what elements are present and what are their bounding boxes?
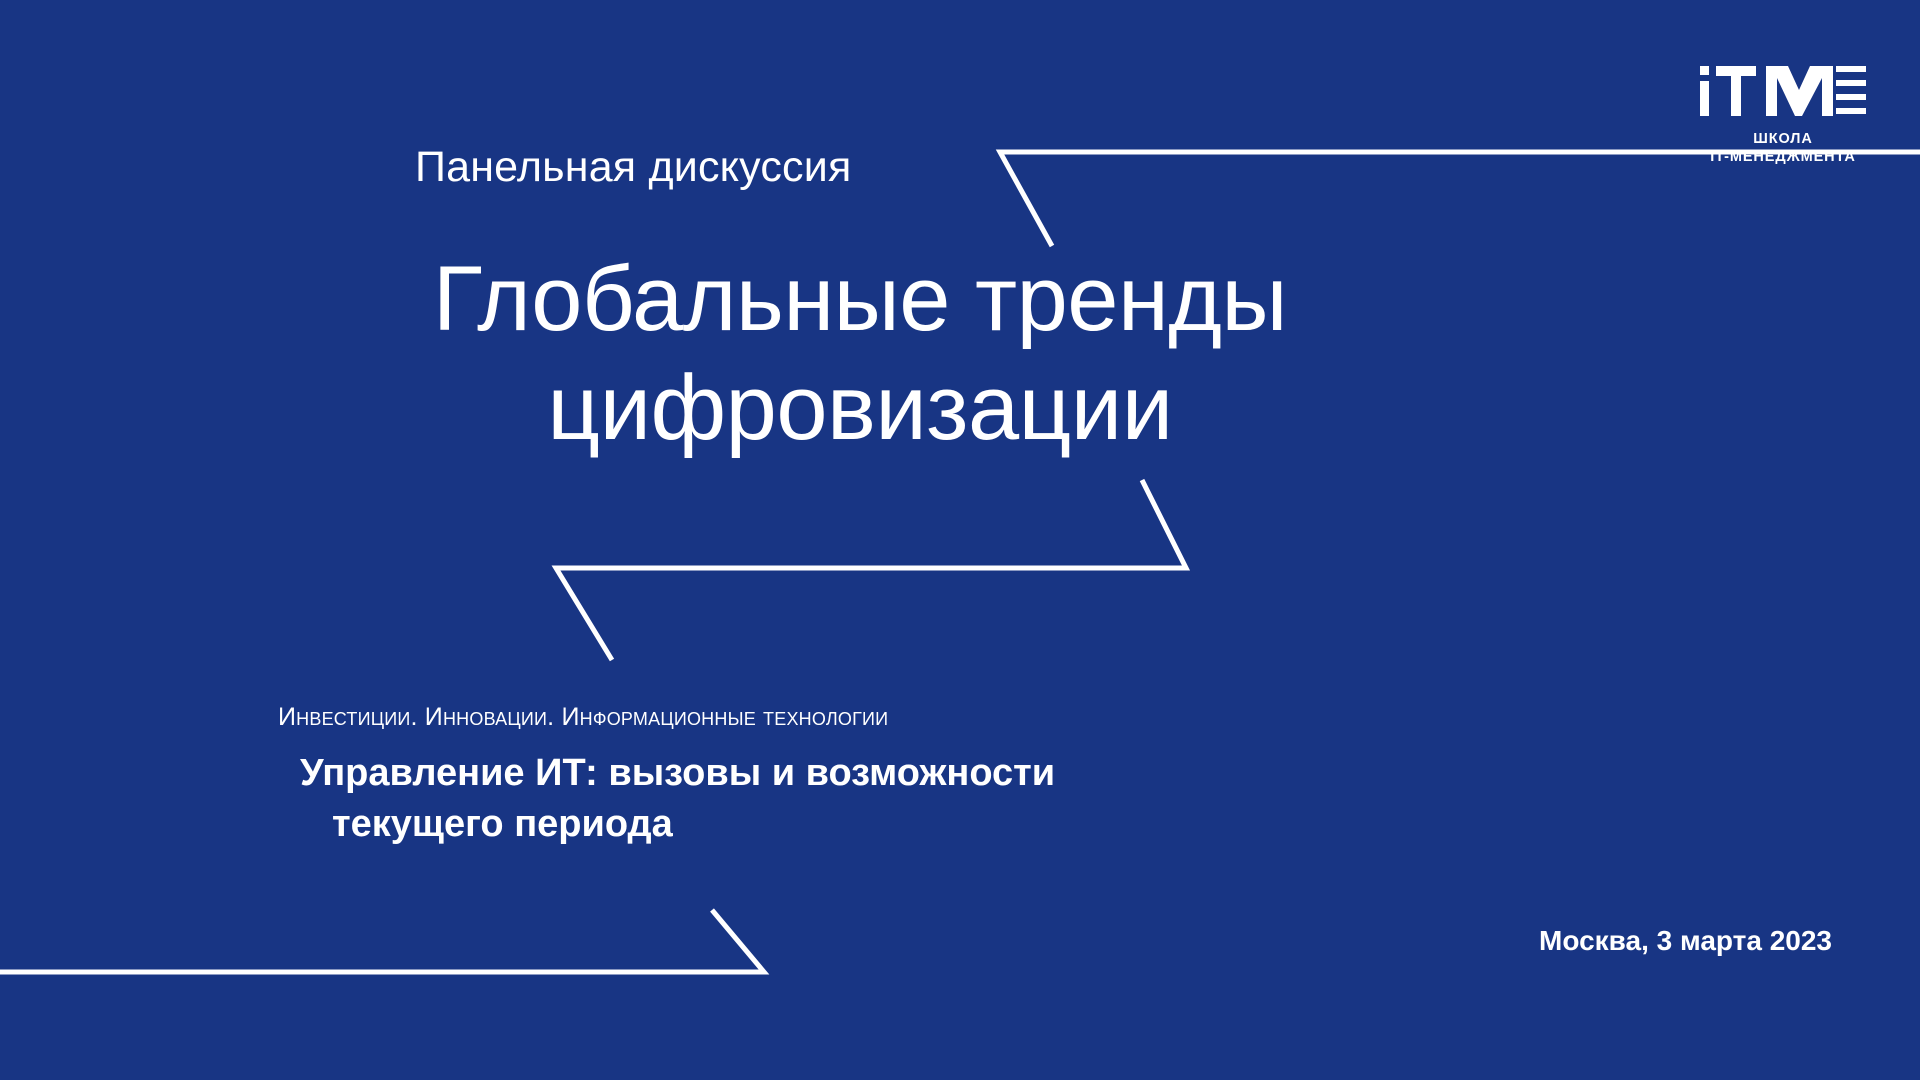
logo-sub-line-1: ШКОЛА [1753,131,1813,147]
event-theme: Инвестиции. Инновации. Информационные технологии [278,703,889,731]
itm-logo [1698,60,1868,166]
page-title [300,245,1420,462]
logo-sub-line-2: IT-МЕНЕДЖМЕНТА [1710,149,1856,166]
session-title-line-1: Управление ИТ: вызовы и возможности [300,752,1056,794]
place-and-date: Москва, 3 марта 2023 [1539,925,1832,956]
title-line-2: цифровизации [547,356,1173,459]
itm-logo-mark [1698,60,1868,122]
title-line-1: Глобальные тренды [432,248,1288,350]
session-title-line-2: текущего периода [332,803,673,846]
session-title [300,748,1300,851]
slide-kicker: Панельная дискуссия [415,143,852,191]
